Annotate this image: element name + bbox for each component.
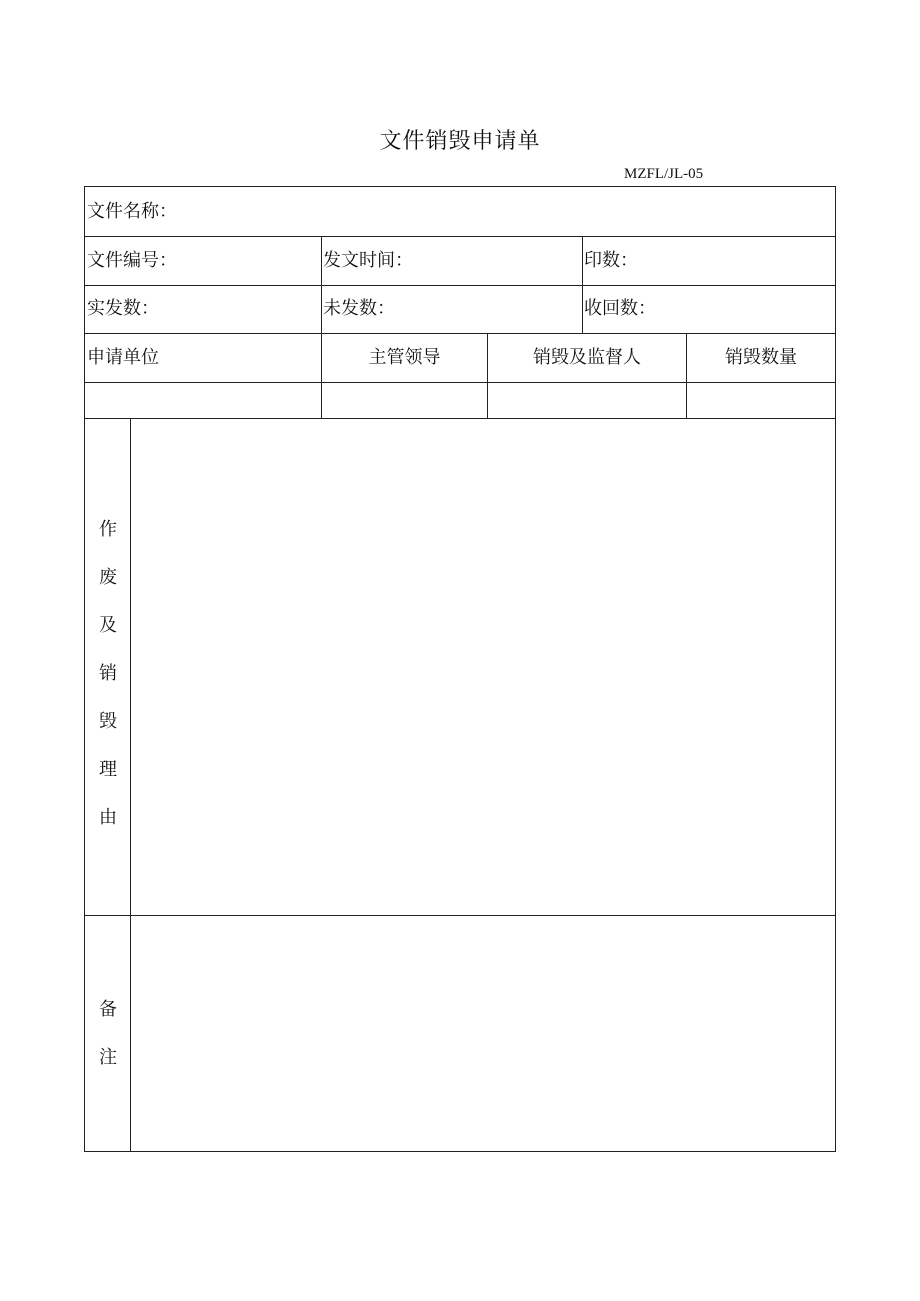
file-number-label: 文件编号：	[87, 250, 177, 271]
row-divider	[85, 285, 835, 286]
actual-issued-label: 实发数：	[87, 298, 159, 319]
reason-char: 作	[99, 519, 117, 540]
destroyer-supervisor-header: 销毁及监督人	[533, 347, 641, 368]
recovered-label: 收回数：	[584, 298, 656, 319]
applicant-unit-cell[interactable]	[85, 383, 321, 418]
destroy-quantity-cell[interactable]	[687, 383, 835, 418]
reason-char: 及	[99, 615, 117, 636]
not-issued-label: 未发数：	[323, 298, 395, 319]
remark-char: 注	[99, 1047, 117, 1068]
reason-char: 由	[99, 807, 117, 828]
supervisor-leader-header: 主管领导	[368, 347, 441, 368]
form-title: 文件销毁申请单	[379, 129, 541, 154]
form-code: MZFL/JL-05	[624, 166, 704, 182]
row-divider	[85, 333, 835, 334]
reason-char: 理	[99, 759, 117, 780]
remark-label	[85, 998, 131, 1094]
destroyer-supervisor-cell[interactable]	[488, 383, 686, 418]
remark-char: 备	[99, 999, 117, 1020]
remark-field[interactable]	[131, 916, 835, 1151]
destroy-quantity-header: 销毁数量	[725, 347, 797, 368]
supervisor-leader-cell[interactable]	[322, 383, 487, 418]
issue-time-label: 发文时间：	[323, 250, 413, 271]
print-count-label: 印数：	[584, 250, 638, 271]
row-divider	[85, 236, 835, 237]
reason-char: 废	[99, 567, 117, 588]
reason-char: 销	[99, 663, 117, 684]
reason-label	[85, 518, 131, 854]
applicant-unit-header: 申请单位	[87, 347, 159, 368]
reason-char: 毁	[99, 711, 117, 732]
form-table	[84, 186, 836, 1152]
file-name-label: 文件名称：	[87, 201, 177, 222]
reason-field[interactable]	[131, 419, 835, 915]
col-divider	[582, 236, 583, 333]
